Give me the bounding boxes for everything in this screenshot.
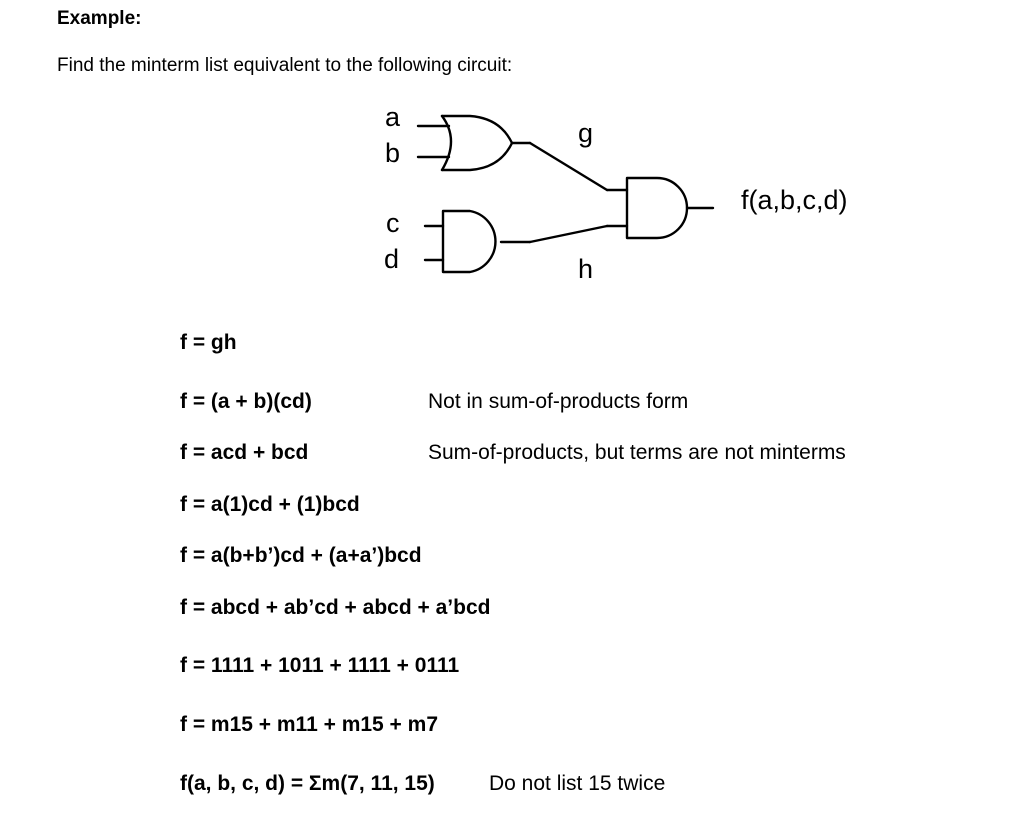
input-label-c: c <box>386 208 400 238</box>
equation-line: f(a, b, c, d) = Σm(7, 11, 15) <box>180 772 435 795</box>
logic-circuit-diagram <box>0 0 1024 330</box>
problem-prompt: Find the minterm list equivalent to the following circuit: <box>57 55 513 76</box>
label-g: g <box>578 118 594 148</box>
equation-line: f = a(b+b’)cd + (a+a’)bcd <box>180 544 422 567</box>
wire-g-diagonal <box>530 143 607 190</box>
and-gate-cd <box>443 211 495 272</box>
input-label-d: d <box>384 244 400 274</box>
wire-h-diagonal <box>530 226 607 242</box>
example-heading: Example: <box>57 8 142 29</box>
equation-line: f = 1111 + 1011 + 1111 + 0111 <box>180 654 460 677</box>
equation-note: Sum-of-products, but terms are not minterms <box>428 441 846 464</box>
or-gate <box>442 116 512 170</box>
equation-note: Do not list 15 twice <box>489 772 666 795</box>
input-label-b: b <box>385 138 401 168</box>
output-label: f(a,b,c,d) <box>741 185 848 215</box>
equation-line: f = abcd + ab’cd + abcd + a’bcd <box>180 596 491 619</box>
and-gate-output <box>627 178 687 238</box>
equation-line: f = a(1)cd + (1)bcd <box>180 493 360 516</box>
equation-line: f = gh <box>180 331 237 354</box>
equation-line: f = m15 + m11 + m15 + m7 <box>180 713 439 736</box>
equation-line: f = (a + b)(cd) <box>180 390 312 413</box>
equation-note: Not in sum-of-products form <box>428 390 689 413</box>
equation-line: f = acd + bcd <box>180 441 309 464</box>
label-h: h <box>578 254 594 284</box>
input-label-a: a <box>385 102 401 132</box>
